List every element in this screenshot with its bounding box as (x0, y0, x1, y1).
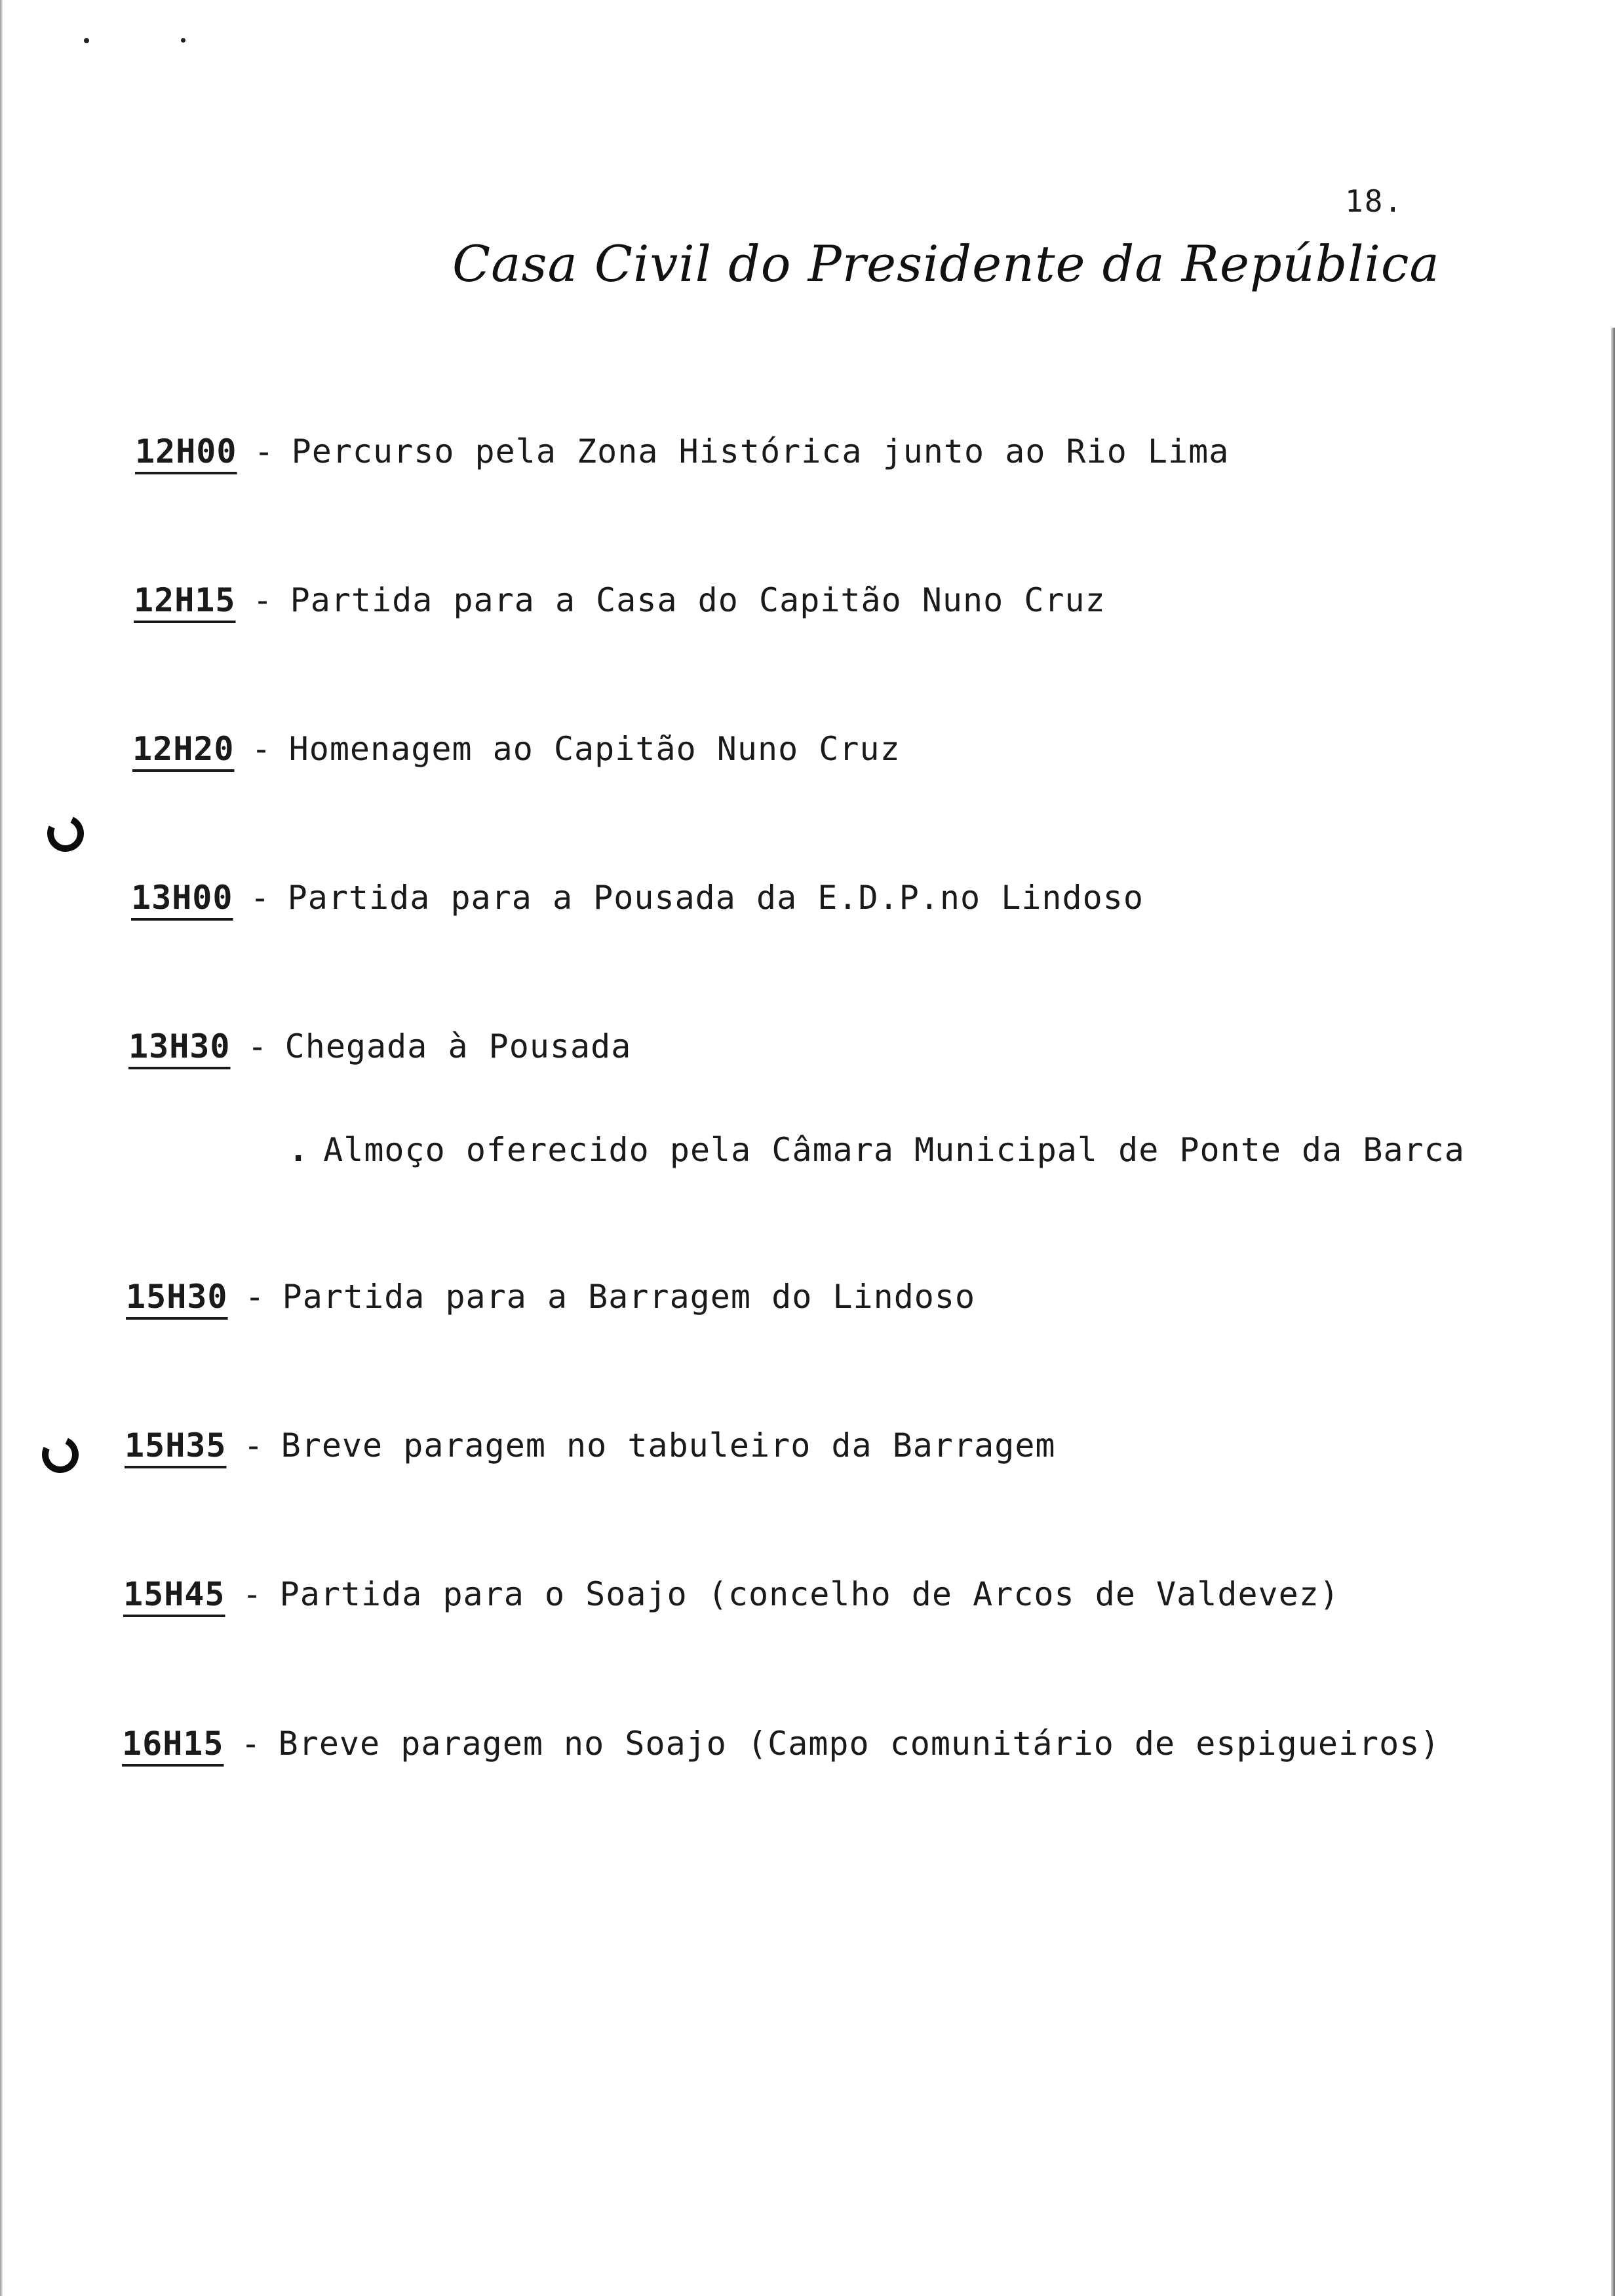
entry-time: 12H15 (134, 581, 236, 619)
schedule-entry (134, 581, 1106, 619)
scan-edge-left (0, 0, 3, 2296)
entry-text: Breve paragem no Soajo (Campo comunitário de espigueiros) (278, 1725, 1441, 1763)
entry-separator: - (242, 1575, 263, 1613)
entry-time: 15H30 (126, 1278, 228, 1316)
entry-text: Partida para a Casa do Capitão Nuno Cruz (290, 581, 1106, 619)
entry-separator: - (252, 581, 273, 619)
schedule-entry (131, 879, 1144, 917)
scan-speck (84, 38, 89, 43)
schedule-entry (128, 1027, 631, 1065)
binder-hole-mark (42, 810, 89, 857)
schedule-entry (125, 1426, 1056, 1464)
entry-time: 15H35 (125, 1426, 227, 1464)
page-number: 18. (1345, 183, 1404, 219)
entry-separator: - (243, 1426, 264, 1464)
schedule-entry (135, 432, 1229, 470)
binder-hole-mark (37, 1431, 84, 1478)
scan-speck (181, 38, 185, 43)
schedule-entry (126, 1278, 975, 1316)
scan-edge-right (1611, 328, 1615, 2296)
entry-text: Breve paragem no tabuleiro da Barragem (281, 1426, 1056, 1464)
sub-bullet: . (288, 1131, 309, 1169)
schedule-sub-entry (288, 1131, 1465, 1169)
entry-text: Chegada à Pousada (284, 1027, 632, 1065)
entry-separator: - (241, 1725, 262, 1763)
entry-time: 12H00 (135, 432, 237, 470)
entry-separator: - (247, 1027, 268, 1065)
entry-time: 15H45 (123, 1575, 225, 1613)
entry-time: 13H30 (128, 1027, 231, 1065)
entry-separator: - (244, 1278, 265, 1316)
entry-separator: - (250, 879, 271, 917)
entry-separator: - (251, 730, 272, 768)
entry-text: Homenagem ao Capitão Nuno Cruz (288, 730, 901, 768)
entry-text: Partida para a Barragem do Lindoso (282, 1278, 976, 1316)
entry-text: Partida para o Soajo (concelho de Arcos de Valdevez) (279, 1575, 1340, 1613)
schedule-entry (122, 1725, 1440, 1763)
entry-separator: - (254, 432, 275, 470)
entry-text: Partida para a Pousada da E.D.P.no Lindoso (287, 879, 1144, 917)
letterhead-title: Casa Civil do Presidente da República (452, 235, 1440, 293)
schedule-entry (132, 730, 901, 768)
sub-entry-text: Almoço oferecido pela Câmara Municipal de Ponte da Barca (323, 1131, 1465, 1169)
schedule-entry (123, 1575, 1340, 1613)
entry-time: 13H00 (131, 879, 233, 917)
entry-time: 12H20 (132, 730, 235, 768)
entry-time: 16H15 (122, 1725, 224, 1763)
entry-text: Percurso pela Zona Histórica junto ao Rio Lima (291, 432, 1230, 470)
